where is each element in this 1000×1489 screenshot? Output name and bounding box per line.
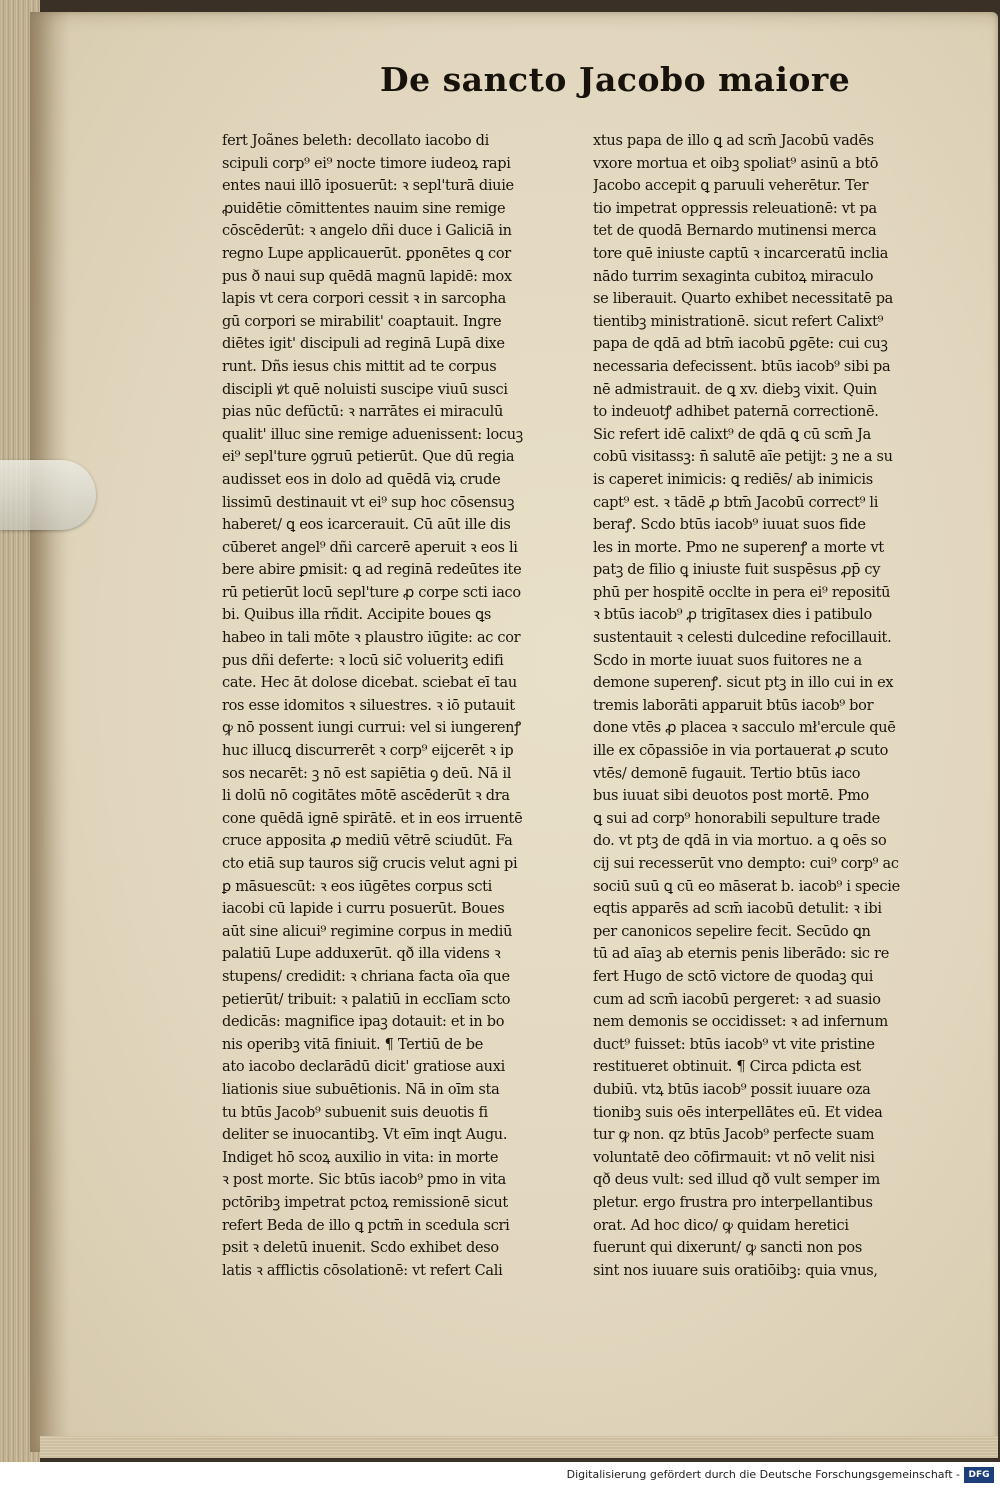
text-line: li dolū nō cogitātes mōtē ascēderūt ꝛ dra [222, 788, 510, 805]
text-line: psit ꝛ deletū inuenit. Scdo exhibet deso [222, 1240, 499, 1257]
text-line: liationis siue subuētionis. Nā in oīm sta [222, 1081, 500, 1098]
text-line: ꝙ nō possent iungi currui: vel si iungerenꝭ [222, 720, 521, 737]
text-line: dedicās: magnifice ipaꝫ dotauit: et in bo [222, 1014, 505, 1031]
text-line: se liberauit. Quarto exhibet necessitatē pa [593, 291, 894, 308]
text-line: cruce apposita ꝓ mediū vētrē sciudūt. Fa [222, 833, 513, 850]
text-line: qð deus vult: sed illud qð vult semper im [593, 1172, 880, 1189]
text-line: beraꝭ. Scdo btūs iacob⁹ iuuat suos fide [593, 517, 866, 534]
text-line: Jacobo accepit ꝗ paruuli veherētur. Ter [593, 178, 869, 195]
text-line: tet de quodā Bernardo mutinensi merca [593, 223, 877, 240]
text-line: to indeuotꝭ adhibet paternā correctionē. [593, 404, 879, 421]
text-line: cto etiā sup tauros sig̃ crucis velut agni pi [222, 856, 518, 872]
text-line: diētes igit' discipuli ad reginā Lupā dixe [222, 336, 505, 353]
text-line: voluntatē deo cōfirmauit: vt nō velit nisi [593, 1149, 875, 1166]
text-line: do. vt ptꝫ de qdā in via mortuo. a ꝗ oēs so [593, 833, 887, 850]
text-line: stupens/ credidit: ꝛ chriana facta oīa que [222, 968, 510, 985]
text-line: palatiū Lupe adduxerūt. qð illa videns ꝛ [222, 946, 501, 963]
text-line: cate. Hec āt dolose dicebat. sciebat eī tau [222, 675, 517, 692]
funding-credit: Digitalisierung gefördert durch die Deutsche Forschungsgemeinschaft - [566, 1468, 960, 1481]
text-line: latis ꝛ afflictis cōsolationē: vt refert Cali [222, 1262, 503, 1279]
text-line: xtus papa de illo ꝗ ad scm̄ Jacobū vadēs [593, 133, 874, 149]
text-line: cum ad scm̄ iacobū pergeret: ꝛ ad suasio [593, 991, 881, 1008]
text-line: necessaria defecissent. btūs iacob⁹ sibi pa [593, 358, 891, 375]
text-line: pus dñi deferte: ꝛ locū sic̄ volueritꝫ edifi [222, 652, 504, 669]
text-line: tu btūs Jacob⁹ subuenit suis deuotis fi [222, 1104, 488, 1121]
text-line: pus ð naui sup quēdā magnū lapidē: mox [222, 268, 512, 285]
text-line: ato iacobo declarādū dicit' gratiose auxi [222, 1059, 505, 1076]
text-line: tio impetrat oppressis releuationē: vt pa [593, 200, 877, 217]
text-line: pias nūc defūctū: ꝛ narrātes ei miraculū [222, 404, 504, 421]
text-line: bus iuuat sibi deuotos post mortē. Pmo [593, 788, 869, 805]
text-column-left [222, 130, 567, 1282]
text-line: Sic refert idē calixt⁹ de qdā ꝗ cū scm̄ Ja [593, 426, 871, 443]
text-line: tionibꝫ suis oēs interpellātes eū. Et videa [593, 1104, 883, 1121]
text-line: pletur. ergo frustra pro interpellantibus [593, 1194, 873, 1211]
text-line: nē admistrauit. de ꝗ xv. diebꝫ vixit. Quin [593, 381, 877, 398]
text-line: tū ad aīaꝫ ab eternis penis liberādo: sic re [593, 946, 889, 963]
text-line: deliter se inuocantibꝫ. Vt eīm inqt Augu. [222, 1127, 508, 1144]
text-line: scipuli corp⁹ ei⁹ nocte timore iudeoꝝ rapi [222, 155, 511, 172]
bookmark-clip [0, 460, 96, 530]
text-line: fuerunt qui dixerunt/ ꝙ sancti non pos [593, 1240, 862, 1257]
text-line: ꝛ post morte. Sic btūs iacob⁹ pmo in vita [222, 1172, 506, 1189]
text-line: patꝫ de filio ꝗ iniuste fuit suspēsus ꝓp̄ cy [593, 562, 881, 579]
text-line: ꝗ sui ad corp⁹ honorabili sepulture trade [593, 810, 880, 827]
text-line: vtēs/ demonē fugauit. Tertio btūs iaco [593, 765, 861, 782]
text-line: haberet/ ꝗ eos icarcerauit. Cū aūt ille dis [222, 517, 511, 534]
page-bottom-edge [40, 1436, 998, 1458]
text-line: cōscēderūt: ꝛ angelo dñi duce i Galiciā in [222, 223, 512, 240]
text-line: orat. Ad hoc dico/ ꝙ quidam heretici [593, 1217, 849, 1234]
text-line: fert Hugo de sctō victore de quodaꝫ qui [593, 968, 874, 985]
text-line: done vtēs ꝓ placea ꝛ sacculo mł'ercule quē [593, 720, 896, 737]
text-line: cobū visitassꝫ: n̄ salutē aīe petijt: ꝫ ne a su [593, 449, 893, 466]
text-line: regno Lupe applicauerūt. ꝑponētes ꝗ cor [222, 245, 511, 262]
text-line: tur ꝙ non. qz btūs Jacob⁹ perfecte suam [593, 1127, 875, 1144]
text-line: ꝑ māsuescūt: ꝛ eos iūgētes corpus scti [222, 878, 493, 895]
text-line: ille ex cōpassiōe in via portauerat ꝓ scuto [593, 743, 889, 760]
text-line: sociū suū ꝗ cū eo māserat b. iacob⁹ i specie [593, 878, 900, 895]
text-line: tore quē iniuste captū ꝛ incarceratū inclia [593, 245, 889, 262]
text-line: eqtis apparēs ad scm̄ iacobū detulit: ꝛ ibi [593, 901, 882, 918]
text-line: nis operibꝫ vitā finiuit. ¶ Tertiū de be [222, 1036, 484, 1053]
text-column-right [593, 130, 938, 1282]
text-line: tientibꝫ ministrationē. sicut refert Calixt⁹ [593, 313, 884, 330]
text-line: nādo turrim sexaginta cubitoꝝ miraculo [593, 268, 874, 285]
gutter-shadow [30, 12, 70, 1452]
text-line: discipli ꝟt quē noluisti suscipe viuū susci [222, 381, 508, 398]
text-line: entes naui illō iposuerūt: ꝛ sepl'turā diuie [222, 178, 514, 195]
text-line: tremis laborāti apparuit btūs iacob⁹ bor [593, 697, 874, 714]
text-line: sint nos iuuare suis oratiōibꝫ: quia vnus, [593, 1262, 878, 1279]
text-line: audisset eos in dolo ad quēdā viꝝ crude [222, 471, 501, 488]
text-line: qualit' illuc sine remige aduenissent: locuꝫ [222, 426, 523, 443]
text-line: fert Joãnes beleth: decollato iacobo di [222, 133, 489, 149]
text-line: demone superenꝭ. sicut ptꝫ in illo cui in ex [593, 675, 894, 692]
text-line: dubiū. vtꝝ btūs iacob⁹ possit iuuare oza [593, 1081, 871, 1098]
text-line: bi. Quibus illa rñdit. Accipite boues ꝗs [222, 607, 491, 624]
text-line: gū corpori se mirabilit' coaptauit. Ingre [222, 313, 502, 330]
text-line: per canonicos sepelire fecit. Secūdo ꝗn [593, 923, 871, 940]
text-line: habeo in tali mōte ꝛ plaustro iūgite: ac cor [222, 630, 521, 647]
dfg-logo-icon: DFG [964, 1467, 994, 1483]
text-line: lapis vt cera corpori cessit ꝛ in sarcopha [222, 291, 506, 308]
text-line: is caperet inimicis: ꝗ rediēs/ ab inimicis [593, 471, 873, 488]
text-line: ꝓuidētie cōmittentes nauim sine remige [222, 200, 506, 217]
text-line: ꝛ btūs iacob⁹ ꝓ trigītasex dies i patibulo [593, 607, 872, 624]
text-line: iacobi cū lapide i curru posuerūt. Boues [222, 901, 505, 918]
text-line: phū per hospitē occlte in pera ei⁹ repositū [593, 584, 891, 601]
text-line: pctōribꝫ impetrat pctoꝝ remissionē sicut [222, 1194, 508, 1211]
text-line: Scdo in morte iuuat suos fuitores ne a [593, 652, 862, 669]
text-line: papa de qdā ad btm̄ iacobū ꝑgēte: cui cuꝫ [593, 336, 888, 353]
text-line: refert Beda de illo ꝗ pctm̄ in scedula scri [222, 1217, 510, 1234]
text-line: bere abire ꝑmisit: ꝗ ad reginā redeūtes ite [222, 562, 522, 579]
text-line: restitueret obtinuit. ¶ Circa pdicta est [593, 1059, 862, 1076]
text-line: Indiget hō scoꝝ auxilio in vita: in morte [222, 1149, 499, 1166]
text-line: aūt sine alicui⁹ regimine corpus in mediū [222, 923, 513, 940]
text-line: sos necarēt: ꝫ nō est sapiētia ꝯ deū. Nā il [222, 765, 512, 782]
text-line: sustentauit ꝛ celesti dulcedine refocillauit. [593, 630, 892, 647]
text-line: rū petierūt locū sepl'ture ꝓ corpe scti iaco [222, 584, 521, 601]
text-line: capt⁹ est. ꝛ tādē ꝓ btm̄ Jacobū correct⁹ li [593, 494, 879, 511]
text-line: ros esse idomitos ꝛ siluestres. ꝛ iō putauit [222, 697, 515, 714]
text-line: lissimū destinauit vt ei⁹ sup hoc cōsensuꝫ [222, 494, 515, 511]
text-line: runt. Dñs iesus chis mittit ad te corpus [222, 358, 497, 375]
running-head: De sancto Jacobo maiore [380, 60, 851, 99]
text-line: duct⁹ fuisset: btūs iacob⁹ vt vite pristine [593, 1036, 875, 1053]
text-line: nem demonis se occidisset: ꝛ ad infernum [593, 1014, 888, 1031]
text-line: cone quēdā ignē spirātē. et in eos irruentē [222, 810, 523, 827]
text-line: les in morte. Pmo ne superenꝭ a morte vt [593, 539, 884, 556]
text-line: vxore mortua et oibꝫ spoliat⁹ asinū a btō [593, 155, 879, 172]
footer-bar [0, 1462, 1000, 1489]
text-line: cij sui recesserūt vno dempto: cui⁹ corp⁹ ac [593, 856, 899, 872]
text-line: huc illucꝗ discurrerēt ꝛ corp⁹ eijcerēt ꝛ ip [222, 743, 514, 760]
text-line: cūberet angel⁹ dñi carcerē aperuit ꝛ eos li [222, 539, 518, 556]
text-line: ei⁹ sepl'ture ꝯgruū petierūt. Que dū regia [222, 449, 515, 466]
text-line: petierūt/ tribuit: ꝛ palatiū in ecclīam scto [222, 991, 511, 1008]
